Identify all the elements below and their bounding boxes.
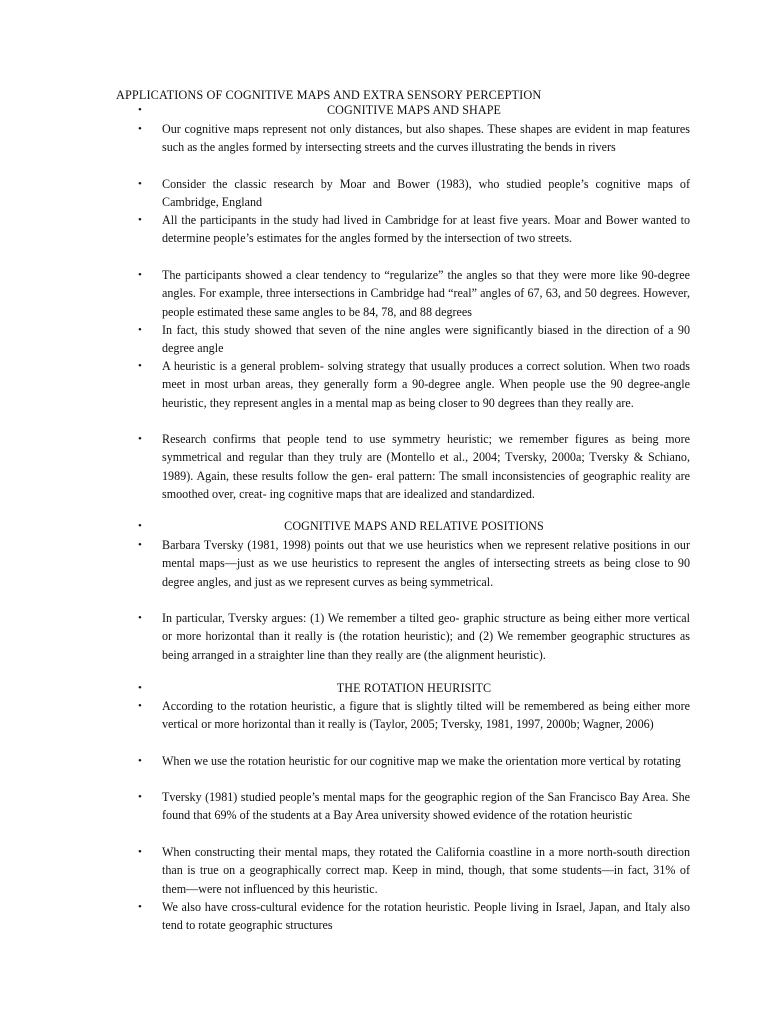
bullet-icon: • xyxy=(138,360,142,372)
section-heading: COGNITIVE MAPS AND SHAPE xyxy=(326,103,502,117)
bullet-text: Our cognitive maps represent not only distances, but also shapes. These shapes are evident in map features such as the angles formed by intersecting streets and the curves illustrating the bends in rivers xyxy=(162,122,690,155)
bullet-text: When constructing their mental maps, they rotated the California coastline in a more north-south direction than is true on a geographically correct map. Keep in mind, though, that some students—in fact, 31% of them—were not influenced by this heuristic. xyxy=(162,845,690,896)
bullet-text: According to the rotation heuristic, a figure that is slightly tilted will be remembered as being either more vertical or more horizontal than it really is (Taylor, 2005; Tversky, 1981, 1997, 2000b; Wagner, 2006) xyxy=(162,699,690,732)
bullet-text: We also have cross-cultural evidence for the rotation heuristic. People living in Israel, Japan, and Italy also tend to rotate geographic structures xyxy=(162,900,690,933)
bullet-icon: • xyxy=(138,520,142,532)
bullet-icon: • xyxy=(138,104,142,116)
bullet-text: Consider the classic research by Moar and Bower (1983), who studied people’s cognitive maps of Cambridge, England xyxy=(162,177,690,210)
bullet-icon: • xyxy=(138,791,142,803)
bullet-text: Research confirms that people tend to use symmetry heuristic; we remember figures as being more symmetrical and regular than they truly are (Montello et al., 2004; Tversky, 2000a; Tversky & Schiano, 1989). Again, these results follow the gen- eral pattern: The small inconsistencies of geographic reality are smoothed over, creat- ing cognitive maps that are idealized and standardized. xyxy=(162,432,690,501)
bullet-icon: • xyxy=(138,846,142,858)
bullet-text: All the participants in the study had lived in Cambridge for at least five years. Moar and Bower wanted to determine people’s estimates for the angles formed by the intersection of two streets. xyxy=(162,213,690,246)
bullet-icon: • xyxy=(138,178,142,190)
bullet-text: The participants showed a clear tendency to “regularize” the angles so that they were more like 90-degree angles. For example, three intersections in Cambridge had “real” angles of 67, 63, and 50 degrees. However, people estimated these same angles to be 84, 78, and 88 degrees xyxy=(162,268,690,319)
bullet-icon: • xyxy=(138,123,142,135)
bullet-icon: • xyxy=(138,269,142,281)
bullet-icon: • xyxy=(138,539,142,551)
bullet-icon: • xyxy=(138,682,142,694)
bullet-text: Barbara Tversky (1981, 1998) points out that we use heuristics when we represent relative positions in our mental maps—just as we use heuristics to represent the angles of intersecting streets as being close to 90 degree angles, and just as we represent curves as being symmetrical. xyxy=(162,538,690,589)
bullet-icon: • xyxy=(138,433,142,445)
document-title: APPLICATIONS OF COGNITIVE MAPS AND EXTRA SENSORY PERCEPTION xyxy=(116,88,542,102)
bullet-text: Tversky (1981) studied people’s mental maps for the geographic region of the San Francisco Bay Area. She found that 69% of the students at a Bay Area university showed evidence of the rotation heuristic xyxy=(162,790,690,823)
bullet-icon: • xyxy=(138,612,142,624)
bullet-text: When we use the rotation heuristic for our cognitive map we make the orientation more vertical by rotating xyxy=(162,754,681,768)
bullet-icon: • xyxy=(138,700,142,712)
bullet-text: A heuristic is a general problem- solving strategy that usually produces a correct solution. When two roads meet in most urban areas, they generally form a 90-degree angle. When people use the 90 degree-angle heuristic, they represent angles in a mental map as being closer to 90 degrees than they really are. xyxy=(162,359,690,410)
bullet-icon: • xyxy=(138,755,142,767)
bullet-icon: • xyxy=(138,214,142,226)
bullet-text: In particular, Tversky argues: (1) We remember a tilted geo- graphic structure as being either more vertical or more horizontal than it really is (the rotation heuristic); and (2) We remember geographic structures as being arranged in a straighter line than they really are (the alignment heuristic). xyxy=(162,611,690,662)
bullet-icon: • xyxy=(138,324,142,336)
bullet-text: In fact, this study showed that seven of the nine angles were significantly biased in the direction of a 90 degree angle xyxy=(162,323,690,356)
section-heading: THE ROTATION HEURISITC xyxy=(336,681,492,695)
bullet-icon: • xyxy=(138,901,142,913)
section-heading: COGNITIVE MAPS AND RELATIVE POSITIONS xyxy=(284,519,544,533)
